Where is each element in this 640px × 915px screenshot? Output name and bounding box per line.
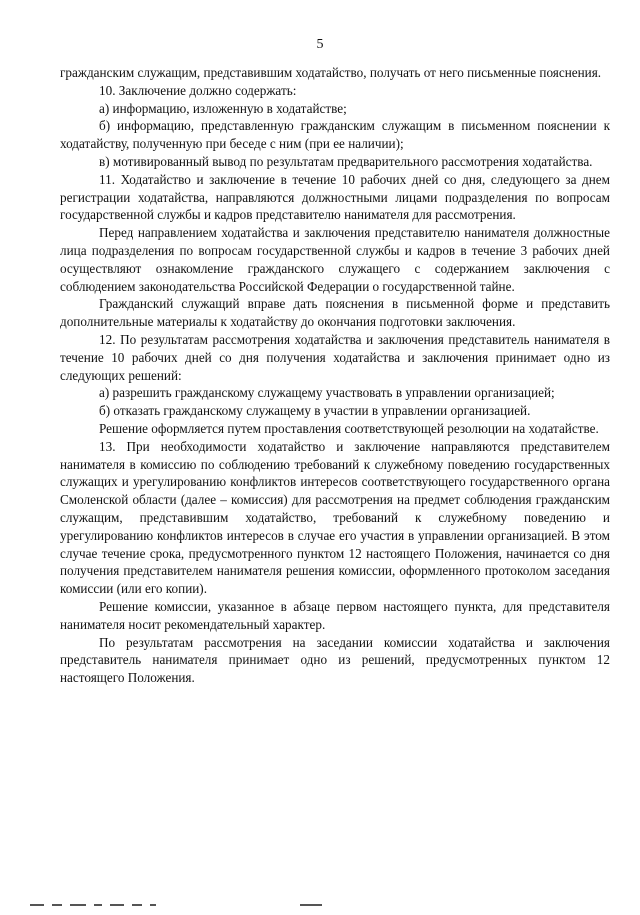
paragraph-item-13-commission-decision: Решение комиссии, указанное в абзаце первом настоящего пункта, для представителя нанимателя носит рекомендательный характер.: [60, 598, 610, 632]
paragraph-item-10b: б) информацию, представленную гражданским служащим в письменном пояснении к ходатайству, полученную при беседе с ним (при ее наличии);: [60, 118, 610, 152]
paragraph-item-11: 11. Ходатайство и заключение в течение 10 рабочих дней со дня, следующего за днем регистрации ходатайства, направляются должностными лицами подразделения по вопросам государственной службы и кадров представителю нанимателя для рассмотрения.: [60, 171, 610, 223]
paragraph-item-10: 10. Заключение должно содержать:: [99, 82, 297, 98]
paragraph-item-12: 12. По результатам рассмотрения ходатайства и заключения представитель нанимателя в течение 10 рабочих дней со дня получения ходатайства и заключения принимает одно из следующих решений:: [60, 331, 610, 383]
paragraph-continuation: гражданским служащим, представившим ходатайство, получать от него письменные пояснения.: [60, 65, 602, 80]
paragraph-item-13-results: По результатам рассмотрения на заседании комиссии ходатайства и заключения представитель нанимателя принимает одно из решений, предусмотренных пунктом 12 настоящего Положения.: [60, 634, 610, 686]
document-body: [60, 64, 610, 687]
page-number: 5: [316, 37, 324, 52]
paragraph-item-10a: а) информацию, изложенную в ходатайстве;: [99, 100, 347, 116]
paragraph-item-11-explanations: Гражданский служащий вправе дать пояснения в письменной форме и представить дополнительные материалы к ходатайству до окончания подготовки заключения.: [60, 296, 610, 330]
paragraph-item-12-resolution: Решение оформляется путем проставления соответствующей резолюции на ходатайстве.: [99, 420, 599, 436]
paragraph-item-12a: а) разрешить гражданскому служащему участвовать в управлении организацией;: [99, 385, 555, 401]
paragraph-item-12b: б) отказать гражданскому служащему в участии в управлении организацией.: [99, 403, 531, 419]
scan-edge-marks: [30, 904, 610, 908]
paragraph-item-10c: в) мотивированный вывод по результатам предварительного рассмотрения ходатайства.: [99, 153, 593, 169]
paragraph-item-11-acquaintance: Перед направлением ходатайства и заключения представителю нанимателя должностные лица подразделения по вопросам государственной службы и кадров в течение 3 рабочих дней осуществляют ознакомление гражданского служащего с содержанием заключения с соблюдением законодательства Российской Федерации о государственной тайне.: [60, 225, 610, 294]
paragraph-item-13: 13. При необходимости ходатайство и заключение направляются представителем нанимателя в комиссию по соблюдению требований к служебному поведению государственных служащих и урегулированию конфликтов интересов соответствующего государственного органа Смоленской области (далее – комиссия) для рассмотрения на предмет соблюдения гражданским служащим, представившим ходатайство, требований к служебному поведению и урегулированию конфликтов интересов в случае его участия в управлении организацией. В этом случае течение срока, предусмотренного пунктом 12 настоящего Положения, начинается со дня получения представителем нанимателя решения комиссии, оформленного протоколом заседания комиссии (или его копии).: [60, 438, 610, 597]
